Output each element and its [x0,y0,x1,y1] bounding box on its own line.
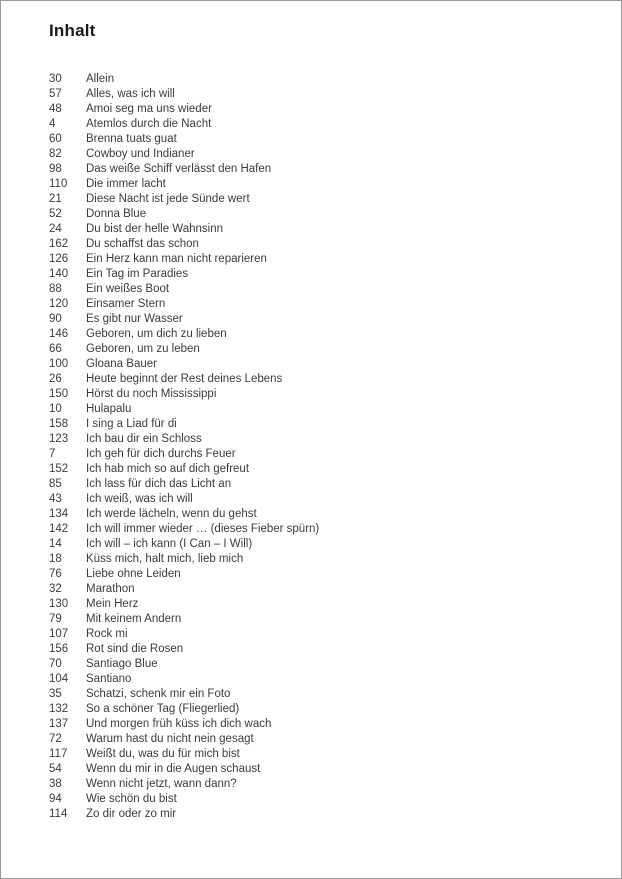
toc-entry-page-number: 110 [49,178,68,190]
page-title: Inhalt [49,21,96,40]
toc-entry [49,657,573,672]
toc-entry [49,177,573,192]
toc-entry-page-number: 7 [49,448,56,460]
toc-entry-song-title: Rot sind die Rosen [86,643,184,655]
toc-entry-page-number: 43 [49,493,62,505]
toc-entry [49,387,573,402]
toc-entry-song-title: Amoi seg ma uns wieder [86,103,212,115]
toc-entry-song-title: Gloana Bauer [86,358,157,370]
toc-entry-page-number: 156 [49,643,69,655]
toc-entry-song-title: Einsamer Stern [86,298,166,310]
toc-entry [49,792,573,807]
toc-entry-page-number: 54 [49,763,62,775]
toc-entry-song-title: Liebe ohne Leiden [86,568,181,580]
toc-entry-song-title: Zo dir oder zo mir [86,808,177,820]
toc-entry-song-title: Schatzi, schenk mir ein Foto [86,688,231,700]
toc-entry-song-title: Es gibt nur Wasser [86,313,183,325]
toc-entry-page-number: 120 [49,298,69,310]
toc-entry-page-number: 70 [49,658,62,670]
toc-entry [49,642,573,657]
toc-entry [49,747,573,762]
toc-entry-page-number: 85 [49,478,62,490]
toc-entry [49,762,573,777]
toc-entry-song-title: Wenn nicht jetzt, wann dann? [86,778,237,790]
toc-entry-song-title: Wenn du mir in die Augen schaust [86,763,261,775]
toc-entry-page-number: 132 [49,703,69,715]
toc-entry [49,417,573,432]
toc-entry [49,462,573,477]
toc-entry-song-title: Küss mich, halt mich, lieb mich [86,553,244,565]
toc-entry-page-number: 130 [49,598,69,610]
toc-entry-song-title: Cowboy und Indianer [86,148,195,160]
toc-entry-page-number: 150 [49,388,69,400]
toc-entry [49,612,573,627]
toc-entry [49,732,573,747]
toc-entry-page-number: 107 [49,628,69,640]
toc-entry-song-title: Heute beginnt der Rest deines Lebens [86,373,283,385]
toc-entry-page-number: 24 [49,223,62,235]
toc-entry [49,267,573,282]
toc-entry-page-number: 137 [49,718,69,730]
toc-entry [49,312,573,327]
toc-entry-song-title: Ich geh für dich durchs Feuer [86,448,236,460]
toc-entry-song-title: Und morgen früh küss ich dich wach [86,718,272,730]
toc-entry-page-number: 14 [49,538,62,550]
toc-entry-page-number: 18 [49,553,62,565]
toc-entry-song-title: Die immer lacht [86,178,166,190]
toc-entry-song-title: Ein weißes Boot [86,283,170,295]
toc-entry [49,432,573,447]
toc-entry-song-title: Hulapalu [86,403,132,415]
toc-entry-song-title: Ich will immer wieder … (dieses Fieber spürn) [86,523,320,535]
toc-entry [49,252,573,267]
toc-entry [49,582,573,597]
toc-entry-page-number: 162 [49,238,69,250]
toc-entry-song-title: Warum hast du nicht nein gesagt [86,733,254,745]
toc-entry-page-number: 52 [49,208,62,220]
toc-entry-page-number: 158 [49,418,69,430]
toc-entry [49,102,573,117]
toc-entry-page-number: 4 [49,118,56,130]
toc-entry-page-number: 57 [49,88,62,100]
toc-entry-song-title: Ich will – ich kann (I Can – I Will) [86,538,253,550]
toc-entry-song-title: Santiago Blue [86,658,158,670]
toc-entry-song-title: Hörst du noch Mississippi [86,388,217,400]
toc-entry [49,192,573,207]
toc-entry [49,537,573,552]
toc-entry-song-title: Ich hab mich so auf dich gefreut [86,463,250,475]
toc-entry-page-number: 30 [49,73,62,85]
toc-entry-page-number: 35 [49,688,62,700]
toc-entry [49,492,573,507]
toc-entry-song-title: Rock mi [86,628,128,640]
toc-entry-page-number: 152 [49,463,69,475]
toc-entry-page-number: 104 [49,673,69,685]
toc-entry [49,717,573,732]
toc-entry-page-number: 126 [49,253,69,265]
toc-entry-page-number: 98 [49,163,62,175]
toc-entry [49,522,573,537]
toc-entry [49,687,573,702]
toc-entry [49,237,573,252]
toc-entry-song-title: Du bist der helle Wahnsinn [86,223,224,235]
toc-entry-song-title: Brenna tuats guat [86,133,177,145]
toc-entry-page-number: 123 [49,433,69,445]
toc-entry-song-title: Alles, was ich will [86,88,175,100]
toc-entry-page-number: 94 [49,793,62,805]
toc-entry [49,372,573,387]
toc-entry-page-number: 10 [49,403,62,415]
toc-entry [49,162,573,177]
toc-entry [49,807,573,822]
toc-list [49,72,573,822]
toc-entry-page-number: 32 [49,583,62,595]
toc-entry-page-number: 66 [49,343,62,355]
toc-entry-page-number: 79 [49,613,62,625]
toc-entry-page-number: 60 [49,133,62,145]
toc-entry [49,297,573,312]
toc-entry-song-title: Marathon [86,583,135,595]
toc-entry-page-number: 38 [49,778,62,790]
toc-entry [49,477,573,492]
toc-entry-song-title: Mit keinem Andern [86,613,182,625]
toc-entry-song-title: Ich weiß, was ich will [86,493,193,505]
toc-entry-page-number: 82 [49,148,62,160]
toc-entry-page-number: 48 [49,103,62,115]
toc-entry [49,447,573,462]
toc-entry [49,147,573,162]
toc-entry [49,627,573,642]
toc-entry [49,597,573,612]
toc-entry-song-title: Weißt du, was du für mich bist [86,748,240,760]
toc-entry [49,342,573,357]
toc-entry [49,552,573,567]
toc-entry [49,117,573,132]
toc-entry-song-title: Atemlos durch die Nacht [86,118,212,130]
toc-entry-song-title: Allein [86,73,115,85]
toc-entry-song-title: Wie schön du bist [86,793,177,805]
toc-entry-page-number: 26 [49,373,62,385]
toc-entry-song-title: Du schaffst das schon [86,238,199,250]
toc-entry [49,207,573,222]
toc-entry-page-number: 90 [49,313,62,325]
toc-entry [49,672,573,687]
toc-entry-song-title: So a schöner Tag (Fliegerlied) [86,703,240,715]
toc-page-content [1,1,621,822]
toc-entry [49,132,573,147]
toc-entry [49,777,573,792]
toc-entry-page-number: 88 [49,283,62,295]
toc-entry [49,702,573,717]
toc-entry-page-number: 72 [49,733,62,745]
toc-entry-page-number: 21 [49,193,62,205]
toc-entry-page-number: 117 [49,748,68,760]
toc-entry-song-title: Ein Herz kann man nicht reparieren [86,253,267,265]
toc-entry [49,327,573,342]
toc-entry-song-title: Das weiße Schiff verlässt den Hafen [86,163,272,175]
toc-entry [49,72,573,87]
toc-entry-song-title: I sing a Liad für di [86,418,177,430]
toc-entry-song-title: Santiano [86,673,132,685]
toc-entry [49,507,573,522]
toc-entry-song-title: Mein Herz [86,598,139,610]
toc-entry-page-number: 114 [49,808,68,820]
toc-entry-page-number: 76 [49,568,62,580]
toc-entry-page-number: 134 [49,508,69,520]
toc-entry-song-title: Ein Tag im Paradies [86,268,189,280]
toc-entry-page-number: 146 [49,328,69,340]
toc-entry-song-title: Diese Nacht ist jede Sünde wert [86,193,250,205]
toc-entry [49,402,573,417]
toc-entry [49,282,573,297]
toc-entry-song-title: Geboren, um zu leben [86,343,200,355]
toc-entry-page-number: 142 [49,523,69,535]
toc-entry [49,222,573,237]
toc-entry-song-title: Donna Blue [86,208,147,220]
toc-entry-song-title: Geboren, um dich zu lieben [86,328,227,340]
toc-entry [49,357,573,372]
toc-entry [49,87,573,102]
toc-entry-song-title: Ich lass für dich das Licht an [86,478,232,490]
toc-entry-song-title: Ich bau dir ein Schloss [86,433,202,445]
toc-entry [49,567,573,582]
toc-entry-page-number: 100 [49,358,69,370]
toc-entry-song-title: Ich werde lächeln, wenn du gehst [86,508,257,520]
toc-entry-page-number: 140 [49,268,69,280]
